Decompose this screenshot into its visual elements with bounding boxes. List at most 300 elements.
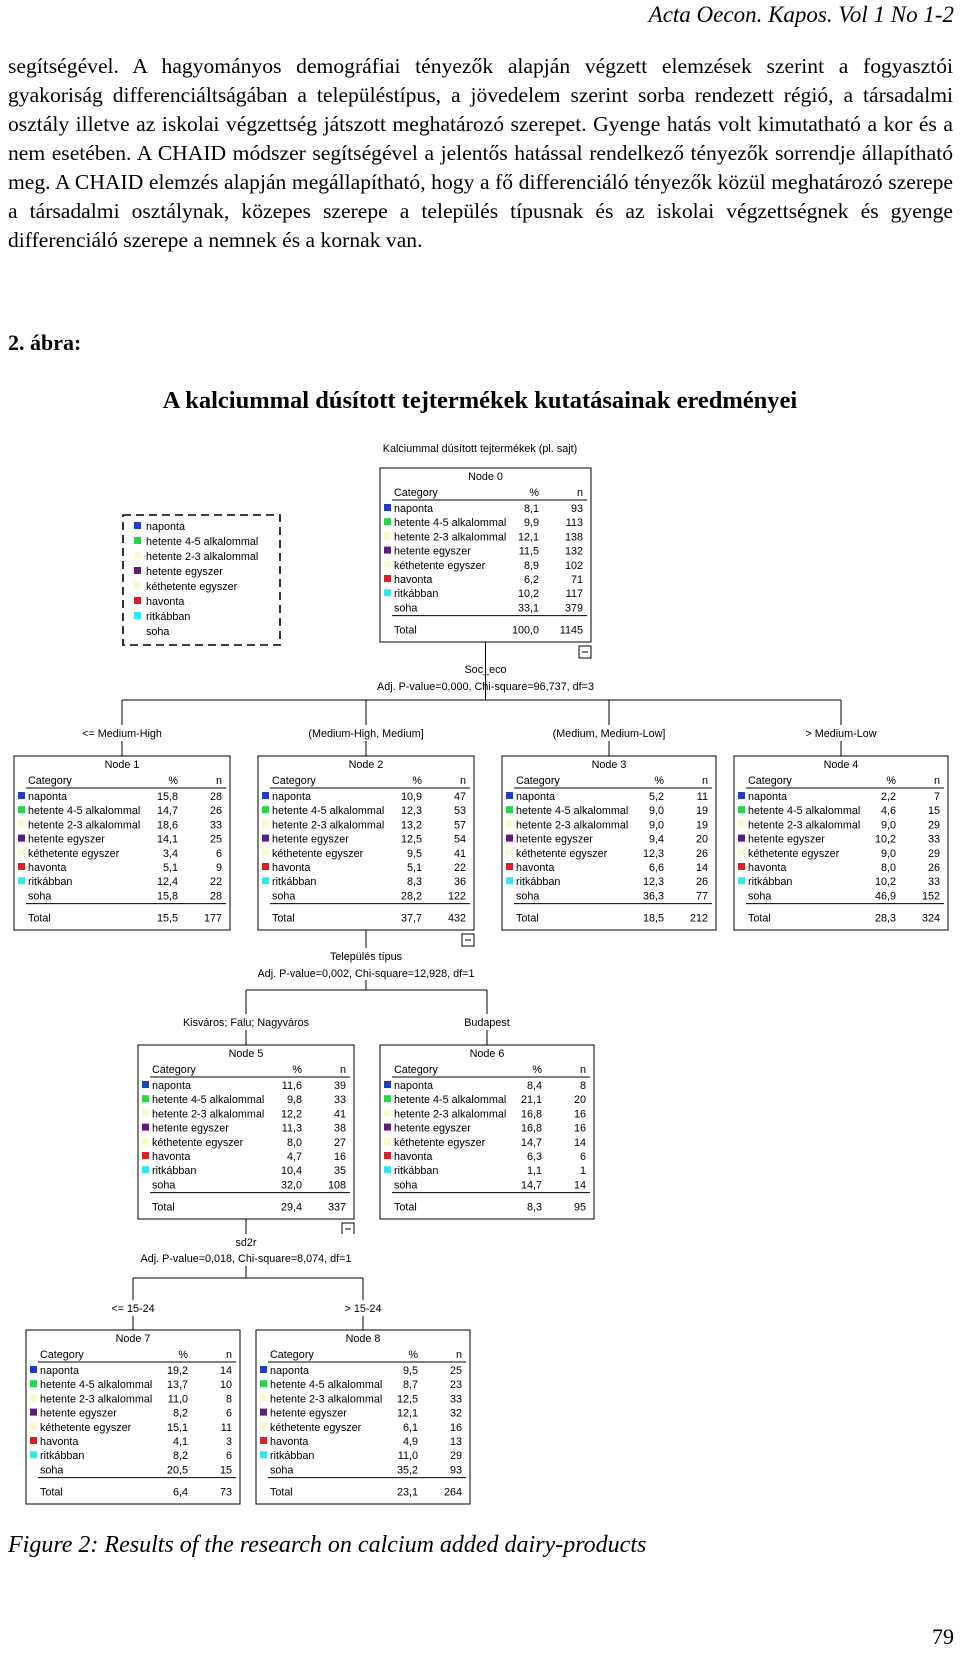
node-id: Node 7	[115, 1333, 151, 1345]
column-header-percent: %	[412, 775, 422, 787]
category-label: soha	[152, 1179, 176, 1192]
percent-value: 9,5	[402, 1365, 418, 1377]
percent-value: 4,1	[172, 1436, 188, 1448]
category-label: kéthetente egyszer	[152, 1136, 244, 1149]
percent-value: 9,9	[523, 517, 539, 530]
percent-value: 9,0	[648, 805, 664, 818]
total-count: 432	[447, 912, 466, 925]
percent-value: 6,3	[526, 1151, 542, 1163]
total-percent: 37,7	[400, 912, 422, 925]
category-label: havonta	[272, 862, 311, 874]
percent-value: 13,7	[166, 1379, 188, 1392]
category-label: soha	[394, 1179, 418, 1192]
category-swatch	[30, 1380, 37, 1387]
category-label: hetente 2-3 alkalommal	[394, 531, 507, 544]
category-label: naponta	[28, 791, 68, 803]
split-stats: Adj. P-value=0,000, Chi-square=96,737, df=3	[377, 681, 594, 693]
category-label: hetente 4-5 alkalommal	[394, 517, 507, 530]
category-label: naponta	[272, 791, 312, 803]
count-value: 16	[573, 1122, 586, 1135]
category-label: hetente 2-3 alkalommal	[516, 819, 629, 832]
total-percent: 29,4	[280, 1201, 302, 1214]
category-swatch	[738, 849, 745, 856]
category-label: hetente 2-3 alkalommal	[394, 1108, 507, 1121]
percent-value: 15,8	[156, 890, 178, 903]
category-swatch	[384, 1138, 391, 1145]
category-swatch	[384, 518, 391, 525]
category-swatch	[384, 603, 391, 610]
category-swatch	[142, 1152, 149, 1159]
total-label: Total	[748, 912, 771, 925]
percent-value: 3,4	[162, 847, 178, 860]
total-count: 177	[203, 912, 222, 925]
category-label: ritkábban	[40, 1450, 85, 1463]
category-swatch	[384, 1124, 391, 1131]
category-swatch	[142, 1095, 149, 1102]
category-label: ritkábban	[516, 876, 561, 889]
percent-value: 8,2	[172, 1450, 188, 1463]
category-label: havonta	[394, 574, 433, 586]
count-value: 20	[695, 833, 708, 846]
category-swatch	[384, 1109, 391, 1116]
category-label: kéthetente egyszer	[40, 1421, 132, 1434]
percent-value: 6,1	[402, 1421, 418, 1434]
column-header-n: n	[225, 1349, 232, 1361]
percent-value: 16,8	[520, 1108, 542, 1121]
category-label: hetente egyszer	[40, 1407, 117, 1420]
column-header-n: n	[459, 775, 466, 787]
total-percent: 28,3	[874, 912, 896, 925]
category-label: hetente 2-3 alkalommal	[272, 819, 385, 832]
figure-caption: Figure 2: Results of the research on calcium added dairy-products	[8, 1532, 647, 1558]
count-value: 47	[453, 791, 466, 803]
category-label: hetente egyszer	[28, 833, 105, 846]
count-value: 1	[579, 1165, 586, 1178]
count-value: 53	[453, 805, 466, 818]
total-count: 73	[219, 1486, 232, 1499]
node-id: Node 0	[468, 471, 503, 483]
percent-value: 14,7	[520, 1136, 542, 1149]
category-swatch	[384, 532, 391, 539]
percent-value: 21,1	[520, 1094, 542, 1107]
count-value: 16	[573, 1108, 586, 1121]
category-swatch	[30, 1423, 37, 1430]
percent-value: 8,4	[526, 1080, 542, 1092]
legend-label: naponta	[146, 521, 186, 533]
node-id: Node 8	[345, 1333, 381, 1345]
split-variable: sd2r	[235, 1237, 257, 1249]
count-value: 16	[333, 1151, 346, 1163]
category-swatch	[142, 1180, 149, 1187]
percent-value: 4,9	[402, 1436, 418, 1448]
legend-label: soha	[146, 626, 170, 638]
category-swatch	[384, 589, 391, 596]
branch-label: (Medium, Medium-Low]	[552, 728, 666, 740]
count-value: 33	[333, 1094, 346, 1107]
count-value: 152	[921, 890, 940, 903]
category-swatch	[506, 863, 513, 870]
count-value: 108	[327, 1179, 346, 1192]
category-label: soha	[28, 890, 52, 903]
count-value: 122	[447, 890, 466, 903]
legend-swatch	[134, 522, 141, 529]
category-label: naponta	[270, 1365, 310, 1377]
body-paragraph: segítségével. A hagyományos demográfiai tényezők alapján végzett elemzések szerint a fogyasztói gyakoriság differenciáltságában a településtípus, a jövedelem szerint sorba rendezett régió, a társadalmi osztály illetve az iskolai végzettség játszott meghatározó szerepet. Gyenge hatás volt kimutatható a kor és a nem esetében. A CHAID módszer segítségével a jelentős hatással rendelkező tényezők sorrendje állapítható meg. A CHAID elemzés alapján megállapítható, hogy a fő differenciáló tényezők közül meghatározó szerepe a társadalmi osztálynak, közepes szerepe a település típusnak és az iskolai végzettségnek és gyenge differenciáló szerepe a nemnek és a kornak van.	[8, 54, 953, 252]
category-swatch	[260, 1423, 267, 1430]
category-swatch	[30, 1451, 37, 1458]
category-label: havonta	[270, 1436, 309, 1448]
category-label: soha	[272, 890, 296, 903]
category-swatch	[262, 849, 269, 856]
branch-label: > 15-24	[344, 1303, 382, 1315]
split-variable: Soc_eco	[464, 664, 507, 676]
percent-value: 18,6	[156, 819, 178, 832]
column-header-percent: %	[654, 775, 664, 787]
category-swatch	[260, 1409, 267, 1416]
count-value: 29	[449, 1450, 462, 1463]
count-value: 10	[219, 1379, 232, 1392]
count-value: 11	[220, 1421, 232, 1434]
legend-swatch	[134, 582, 141, 589]
split-stats: Adj. P-value=0,018, Chi-square=8,074, df=1	[140, 1253, 352, 1265]
percent-value: 9,0	[880, 819, 896, 832]
percent-value: 8,2	[172, 1407, 188, 1420]
chart-title: Kalciummal dúsított tejtermékek (pl. sajt)	[382, 443, 578, 455]
count-value: 36	[453, 876, 466, 889]
column-header-n: n	[579, 1064, 586, 1076]
percent-value: 19,2	[166, 1365, 188, 1377]
column-header-n: n	[576, 487, 583, 499]
total-count: 95	[573, 1201, 586, 1214]
count-value: 6	[225, 1407, 232, 1420]
column-header-n: n	[339, 1064, 346, 1076]
count-value: 102	[564, 559, 583, 572]
percent-value: 12,1	[396, 1407, 418, 1420]
percent-value: 8,9	[523, 559, 539, 572]
percent-value: 36,3	[642, 890, 664, 903]
count-value: 14	[573, 1179, 586, 1192]
column-header-category: Category	[516, 775, 560, 787]
column-header-category: Category	[152, 1064, 196, 1076]
percent-value: 9,8	[286, 1094, 302, 1107]
total-label: Total	[270, 1486, 293, 1499]
total-label: Total	[28, 912, 51, 925]
category-label: naponta	[152, 1080, 192, 1092]
category-label: hetente 4-5 alkalommal	[270, 1379, 383, 1392]
column-header-n: n	[933, 775, 940, 787]
category-swatch	[506, 820, 513, 827]
total-count: 1145	[559, 624, 583, 637]
count-value: 14	[573, 1136, 586, 1149]
category-swatch	[384, 504, 391, 511]
percent-value: 12,5	[400, 833, 422, 846]
category-label: kéthetente egyszer	[516, 847, 608, 860]
branch-label: Kisváros; Falu; Nagyváros	[182, 1017, 310, 1029]
branch-label: > Medium-Low	[805, 728, 877, 740]
category-label: hetente egyszer	[516, 833, 593, 846]
percent-value: 6,6	[648, 862, 664, 874]
category-label: hetente 4-5 alkalommal	[152, 1094, 265, 1107]
percent-value: 10,9	[400, 791, 422, 803]
percent-value: 15,1	[166, 1421, 188, 1434]
figure-label: 2. ábra:	[8, 330, 82, 355]
category-label: hetente egyszer	[748, 833, 825, 846]
column-header-n: n	[455, 1349, 462, 1361]
category-label: soha	[516, 890, 540, 903]
category-label: kéthetente egyszer	[394, 1136, 486, 1149]
category-label: kéthetente egyszer	[270, 1421, 362, 1434]
count-value: 33	[927, 876, 940, 889]
category-label: ritkábban	[152, 1165, 197, 1178]
count-value: 22	[453, 862, 466, 874]
percent-value: 11,6	[281, 1080, 302, 1092]
node-id: Node 4	[823, 759, 859, 771]
percent-value: 11,0	[397, 1450, 418, 1463]
category-swatch	[506, 806, 513, 813]
category-swatch	[384, 575, 391, 582]
category-label: ritkábban	[748, 876, 793, 889]
count-value: 41	[453, 847, 466, 860]
percent-value: 4,7	[286, 1151, 302, 1163]
category-swatch	[262, 806, 269, 813]
count-value: 26	[695, 847, 708, 860]
count-value: 29	[927, 847, 940, 860]
percent-value: 15,8	[156, 791, 178, 803]
count-value: 25	[209, 833, 222, 846]
count-value: 29	[927, 819, 940, 832]
category-swatch	[30, 1465, 37, 1472]
legend-swatch	[134, 537, 141, 544]
category-label: ritkábban	[270, 1450, 315, 1463]
legend-swatch	[134, 627, 141, 634]
branch-label: <= 15-24	[111, 1303, 155, 1315]
column-header-percent: %	[168, 775, 178, 787]
total-count: 324	[921, 912, 940, 925]
category-label: hetente 4-5 alkalommal	[28, 805, 141, 818]
total-percent: 23,1	[396, 1486, 418, 1499]
category-swatch	[260, 1366, 267, 1373]
category-label: kéthetente egyszer	[28, 847, 120, 860]
percent-value: 10,2	[874, 876, 896, 889]
category-swatch	[738, 863, 745, 870]
branch-label: Budapest	[464, 1017, 510, 1029]
category-label: ritkábban	[394, 1165, 439, 1178]
percent-value: 46,9	[874, 890, 896, 903]
percent-value: 10,4	[280, 1165, 302, 1178]
total-percent: 8,3	[526, 1201, 542, 1214]
column-header-category: Category	[28, 775, 72, 787]
percent-value: 4,6	[880, 805, 896, 818]
count-value: 117	[565, 588, 583, 601]
count-value: 138	[564, 531, 583, 544]
count-value: 19	[695, 805, 708, 818]
count-value: 33	[209, 819, 222, 832]
category-label: hetente 2-3 alkalommal	[270, 1393, 383, 1406]
total-count: 264	[443, 1486, 462, 1499]
percent-value: 14,7	[156, 805, 178, 818]
branch-label: (Medium-High, Medium]	[308, 728, 424, 740]
category-swatch	[18, 849, 25, 856]
count-value: 113	[565, 517, 583, 530]
category-label: havonta	[40, 1436, 79, 1448]
category-label: hetente 4-5 alkalommal	[394, 1094, 507, 1107]
category-swatch	[18, 877, 25, 884]
total-percent: 6,4	[172, 1486, 188, 1499]
category-label: naponta	[516, 791, 556, 803]
percent-value: 8,0	[880, 862, 896, 874]
count-value: 19	[695, 819, 708, 832]
count-value: 39	[333, 1080, 346, 1092]
column-header-category: Category	[40, 1349, 84, 1361]
column-header-category: Category	[748, 775, 792, 787]
percent-value: 12,1	[517, 531, 539, 544]
category-label: soha	[748, 890, 772, 903]
category-label: hetente 2-3 alkalommal	[152, 1108, 265, 1121]
category-swatch	[506, 849, 513, 856]
category-label: ritkábban	[28, 876, 73, 889]
branch-label: <= Medium-High	[82, 728, 162, 740]
percent-value: 11,0	[167, 1393, 188, 1406]
category-swatch	[30, 1394, 37, 1401]
category-swatch	[738, 792, 745, 799]
category-swatch	[384, 1095, 391, 1102]
percent-value: 9,0	[648, 819, 664, 832]
percent-value: 11,5	[518, 545, 539, 558]
percent-value: 13,2	[400, 819, 422, 832]
percent-value: 35,2	[396, 1464, 418, 1477]
count-value: 3	[225, 1436, 232, 1448]
percent-value: 12,3	[642, 876, 664, 889]
category-label: hetente 4-5 alkalommal	[748, 805, 861, 818]
percent-value: 8,7	[402, 1379, 418, 1392]
percent-value: 32,0	[280, 1179, 302, 1192]
percent-value: 8,3	[406, 876, 422, 889]
category-swatch	[262, 835, 269, 842]
legend-swatch	[134, 567, 141, 574]
node-id: Node 3	[591, 759, 627, 771]
percent-value: 12,3	[642, 847, 664, 860]
category-swatch	[384, 1180, 391, 1187]
category-swatch	[142, 1166, 149, 1173]
category-swatch	[384, 1081, 391, 1088]
category-swatch	[738, 891, 745, 898]
count-value: 28	[209, 890, 222, 903]
count-value: 13	[449, 1436, 462, 1448]
count-value: 57	[453, 819, 466, 832]
figure-title: A kalciummal dúsított tejtermékek kutatásainak eredményei	[162, 387, 798, 414]
legend-label: kéthetente egyszer	[146, 581, 238, 593]
legend-swatch	[134, 552, 141, 559]
category-label: naponta	[40, 1365, 80, 1377]
count-value: 23	[449, 1379, 462, 1392]
percent-value: 10,2	[874, 833, 896, 846]
category-swatch	[506, 877, 513, 884]
count-value: 16	[449, 1421, 462, 1434]
split-stats: Adj. P-value=0,002, Chi-square=12,928, df=1	[257, 968, 475, 980]
column-header-category: Category	[394, 487, 438, 499]
category-swatch	[142, 1138, 149, 1145]
category-label: kéthetente egyszer	[394, 559, 486, 572]
count-value: 22	[209, 876, 222, 889]
journal-header: Acta Oecon. Kapos. Vol 1 No 1-2	[648, 2, 954, 27]
percent-value: 12,3	[400, 805, 422, 818]
category-swatch	[506, 835, 513, 842]
count-value: 6	[579, 1151, 586, 1163]
percent-value: 6,2	[523, 574, 539, 586]
count-value: 27	[333, 1136, 346, 1149]
node-id: Node 1	[104, 759, 140, 771]
count-value: 15	[927, 805, 940, 818]
total-percent: 18,5	[642, 912, 664, 925]
percent-value: 2,2	[880, 791, 896, 803]
count-value: 77	[695, 890, 708, 903]
node-id: Node 6	[469, 1048, 505, 1060]
count-value: 71	[570, 574, 583, 586]
percent-value: 12,4	[156, 876, 178, 889]
category-label: havonta	[394, 1151, 433, 1163]
category-swatch	[18, 891, 25, 898]
category-swatch	[738, 806, 745, 813]
category-label: naponta	[748, 791, 788, 803]
category-label: havonta	[516, 862, 555, 874]
percent-value: 8,0	[286, 1136, 302, 1149]
legend-label: havonta	[146, 596, 185, 608]
category-swatch	[262, 891, 269, 898]
category-label: soha	[270, 1464, 294, 1477]
count-value: 9	[215, 862, 222, 874]
percent-value: 14,7	[520, 1179, 542, 1192]
total-percent: 100,0	[511, 624, 539, 637]
category-label: soha	[40, 1464, 64, 1477]
category-swatch	[30, 1366, 37, 1373]
category-label: hetente 4-5 alkalommal	[516, 805, 629, 818]
legend-label: hetente egyszer	[146, 566, 223, 578]
category-label: hetente egyszer	[272, 833, 349, 846]
percent-value: 8,1	[523, 503, 539, 515]
total-percent: 15,5	[156, 912, 178, 925]
count-value: 11	[696, 791, 708, 803]
count-value: 35	[333, 1165, 346, 1178]
node-id: Node 2	[348, 759, 384, 771]
category-swatch	[260, 1380, 267, 1387]
count-value: 54	[453, 833, 466, 846]
category-swatch	[738, 835, 745, 842]
category-label: hetente 4-5 alkalommal	[40, 1379, 153, 1392]
count-value: 93	[570, 503, 583, 515]
total-label: Total	[272, 912, 295, 925]
count-value: 132	[564, 545, 583, 558]
category-label: hetente 2-3 alkalommal	[40, 1393, 153, 1406]
category-swatch	[30, 1437, 37, 1444]
category-swatch	[260, 1394, 267, 1401]
count-value: 33	[927, 833, 940, 846]
count-value: 26	[927, 862, 940, 874]
category-swatch	[384, 547, 391, 554]
count-value: 20	[573, 1094, 586, 1107]
count-value: 93	[449, 1464, 462, 1477]
total-label: Total	[152, 1201, 175, 1214]
total-count: 212	[689, 912, 708, 925]
legend-label: ritkábban	[146, 611, 191, 623]
split-variable: Település típus	[329, 951, 403, 963]
category-label: ritkábban	[394, 588, 439, 601]
category-label: havonta	[152, 1151, 191, 1163]
column-header-category: Category	[394, 1064, 438, 1076]
category-swatch	[384, 1152, 391, 1159]
category-label: kéthetente egyszer	[748, 847, 840, 860]
category-swatch	[30, 1409, 37, 1416]
category-swatch	[18, 863, 25, 870]
